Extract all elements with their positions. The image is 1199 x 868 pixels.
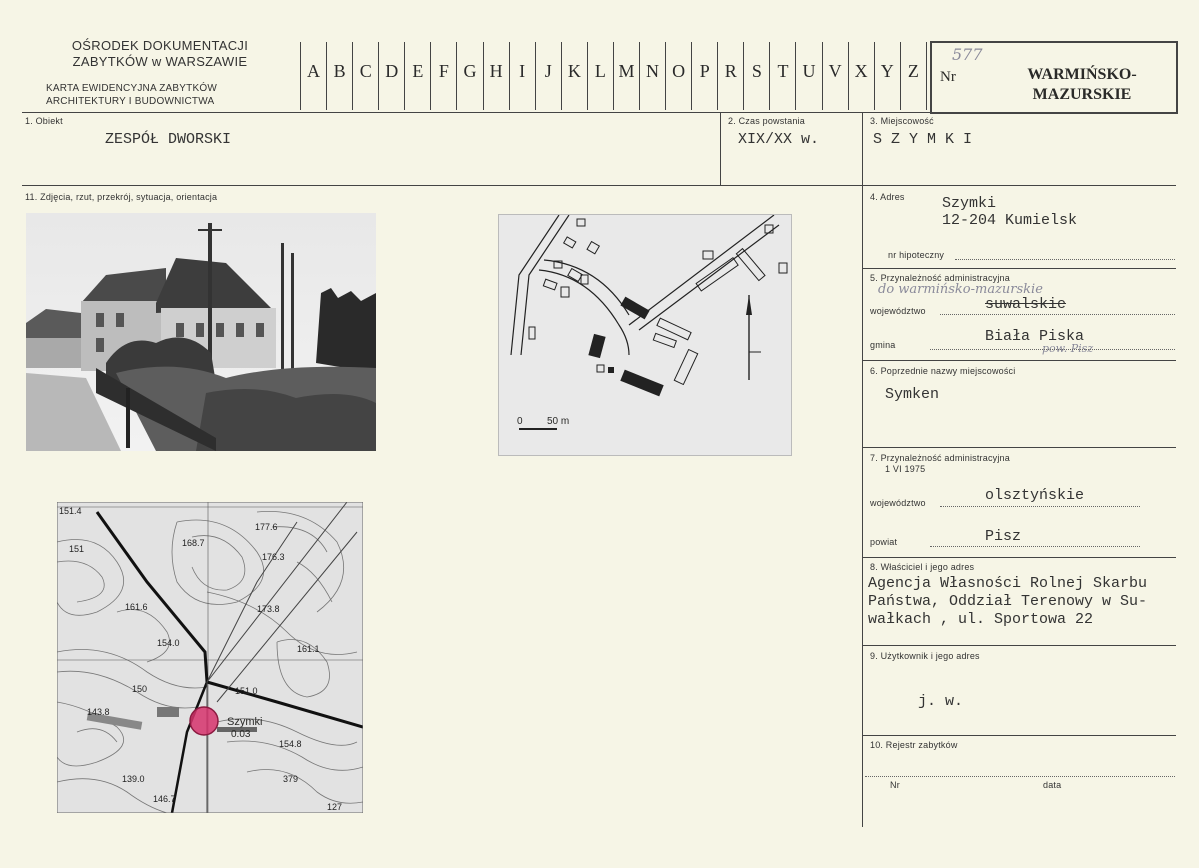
czas-label: 2. Czas powstania [728,116,805,126]
spot-height-label: 139.0 [122,774,145,784]
poprz-label: 6. Poprzednie nazwy miejscowości [870,366,1016,376]
index-letter: C [352,42,378,110]
alphabet-index [300,42,927,110]
index-letter: M [613,42,639,110]
index-letter: N [639,42,665,110]
spot-height-label: 161.1 [297,644,320,654]
nr-label: Nr [940,69,956,85]
index-letter: B [326,42,352,110]
przyn-label: 5. Przynależność administracyjna [870,273,1010,283]
hipoteczny-label: nr hipoteczny [888,250,945,260]
region-line-1: WARMIŃSKO- [1027,66,1137,83]
spot-height-label: 168.7 [182,538,205,548]
index-letter: O [665,42,691,110]
spot-height-label: 127 [327,802,343,812]
woj-label: województwo [870,306,926,316]
uzytkownik-value: j. w. [918,693,964,710]
wlasciciel-line-2: Państwa, Oddział Terenowy w Su- [868,593,1148,610]
index-letter: P [691,42,717,110]
dotted-line [940,314,1175,315]
rule [862,112,863,827]
org-name [40,38,280,70]
miejscowosc-label: 3. Miejscowość [870,116,934,126]
powiat-label: powiat [870,537,898,547]
topo-map-drawing [57,502,363,813]
index-letter: Y [874,42,900,110]
scale-zero: 0 [517,416,523,427]
map-place-name: Szymki [227,716,263,728]
org-line-1: OŚRODEK DOKUMENTACJI [71,38,249,53]
wlasciciel-line-1: Agencja Własności Rolnej Skarbu [868,575,1148,592]
index-letter: G [456,42,482,110]
index-letter: L [587,42,613,110]
rejestr-nr-label: Nr [890,780,900,790]
spot-height-label: 146.7 [153,794,176,804]
scale-value: 50 m [547,416,570,427]
index-letter: I [509,42,535,110]
gmina-handwritten: pow. Pisz [1042,342,1094,355]
org-line-4: ARCHITEKTURY I BUDOWNICTWA [46,96,215,107]
przyn2-label: 7. Przynależność administracyjna [870,453,1010,463]
index-letter: U [795,42,821,110]
spot-height-label: 151.4 [59,506,82,516]
wlasciciel-label: 8. Właściciel i jego adres [870,562,975,572]
rule [22,112,1176,113]
nr-box [930,41,1178,114]
zdjecia-label: 11. Zdjęcia, rzut, przekrój, sytuacja, orientacja [25,192,218,202]
rejestr-data-label: data [1043,780,1062,790]
rule [862,557,1176,558]
spot-height-label: 379 [283,774,299,784]
dotted-line [930,349,1175,350]
spot-height-label: 173.8 [257,604,280,614]
index-letter: K [561,42,587,110]
miejscowosc-value: S Z Y M K I [873,131,973,148]
woj2-label: województwo [870,498,926,508]
region-line-2: MAZURSKIE [1032,86,1132,103]
dotted-line [865,776,1175,777]
przyn2-date: 1 VI 1975 [885,464,926,474]
index-letter: E [404,42,430,110]
spot-height-label: 154.0 [157,638,180,648]
index-letter: X [848,42,874,110]
rejestr-label: 10. Rejestr zabytków [870,740,958,750]
index-letter: A [300,42,326,110]
rule [862,360,1176,361]
rule [862,447,1176,448]
adres-line-1: Szymki [942,195,997,212]
adres-line-2: 12-204 Kumielsk [942,212,1078,229]
index-letter: J [535,42,561,110]
dotted-line [955,259,1175,260]
site-plan-drawing [499,215,791,455]
nr-handwritten: 577 [952,45,983,64]
poprz-value: Symken [885,386,940,403]
site-plan [498,214,792,456]
index-letter: V [822,42,848,110]
org-line-3: KARTA EWIDENCYJNA ZABYTKÓW [46,83,217,94]
powiat-value: Pisz [985,528,1022,545]
index-letter: T [769,42,795,110]
rule [862,735,1176,736]
spot-height-label: 143.8 [87,707,110,717]
gmina-label: gmina [870,340,896,350]
rule [720,112,721,185]
dotted-line [940,506,1140,507]
org-line-2: ZABYTKÓW w WARSZAWIE [72,54,248,69]
index-letter: R [717,42,743,110]
woj-value: suwalskie [985,296,1067,313]
index-letter: Z [900,42,927,110]
obiekt-label: 1. Obiekt [25,116,63,126]
gmina-value: Biała Piska [985,328,1085,345]
spot-height-label: 154.8 [279,739,302,749]
index-letter: D [378,42,404,110]
spot-height-label: 151 [69,544,85,554]
spot-height-label: 177.6 [255,522,278,532]
index-letter: F [430,42,456,110]
index-letter: S [743,42,769,110]
uzytkownik-label: 9. Użytkownik i jego adres [870,651,980,661]
topo-map [57,502,363,813]
woj-handwritten: do warmińsko-mazurskie [878,282,1043,297]
wlasciciel-line-3: wałkach , ul. Sportowa 22 [868,611,1094,628]
dotted-line [930,546,1140,547]
adres-label: 4. Adres [870,192,905,202]
czas-value: XIX/XX w. [738,131,820,148]
spot-height-label: 151.0 [235,686,258,696]
obiekt-value: ZESPÓŁ DWORSKI [105,131,232,148]
spot-height-label: 176.3 [262,552,285,562]
rule [862,645,1176,646]
rule [862,268,1176,269]
manor-photo-image [26,213,376,451]
manor-photo [26,213,376,451]
region-name [992,65,1172,105]
map-place-value: 0.03 [231,729,251,740]
spot-height-label: 150 [132,684,148,694]
card-type [46,82,217,108]
spot-height-label: 161.6 [125,602,148,612]
woj2-value: olsztyńskie [985,487,1085,504]
index-letter: H [483,42,509,110]
rule [22,185,1176,186]
